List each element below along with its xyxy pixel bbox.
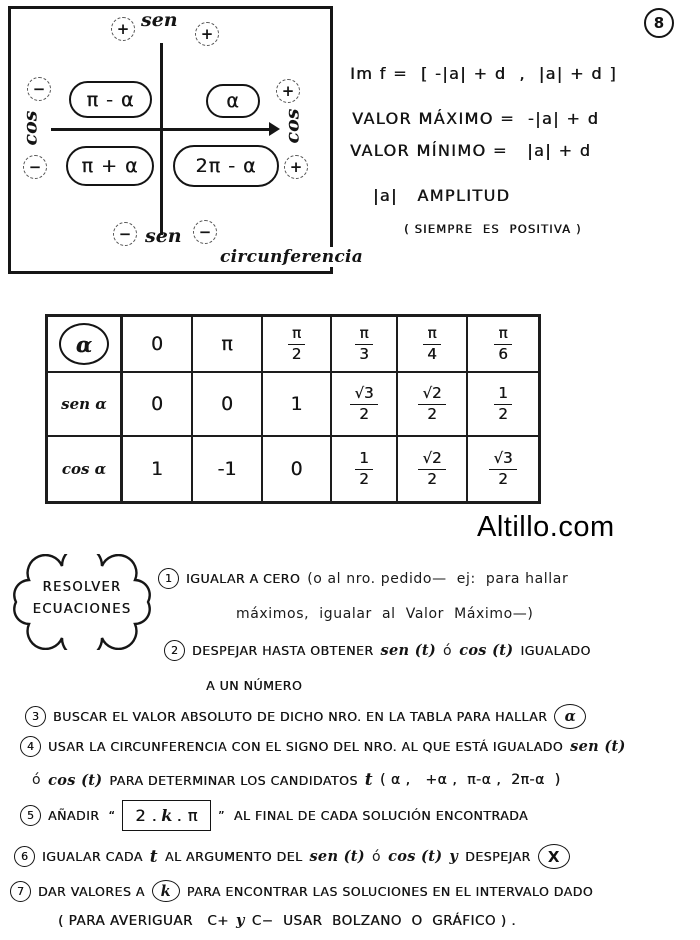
step-2-line-1: [164, 640, 591, 661]
sign-right-bottom: +: [284, 155, 308, 179]
step-6-t: t: [149, 846, 158, 867]
sign-bottom-left: −: [113, 222, 137, 246]
step-6-text: IGUALAR CADA: [42, 849, 143, 864]
step-1-text: IGUALAR A CERO: [186, 571, 301, 586]
step-3-line: [25, 704, 586, 729]
table-cell: 1: [123, 437, 193, 501]
sign-left-bottom: −: [23, 155, 47, 179]
step-5-text: AÑADIR “: [48, 808, 116, 823]
cloud-title-line1: RESOLVER: [42, 580, 122, 595]
table-header-cell: π: [193, 317, 263, 373]
axis-label-cos-left: cos: [19, 110, 42, 146]
step-4-number: 4: [20, 736, 41, 757]
sign-top-right: +: [195, 22, 219, 46]
table-row-label-cos: cos α: [48, 437, 123, 501]
step-7-text-4: C− USAR BOLZANO O GRÁFICO ) .: [251, 912, 517, 929]
table-cell: 0: [123, 373, 193, 437]
axis-label-sen-bottom: sen: [145, 225, 182, 247]
page-number-badge: [644, 8, 674, 38]
step-7-text: DAR VALORES A: [38, 883, 145, 899]
sign-top-left: +: [111, 17, 135, 41]
step-5-box-k: k: [161, 806, 173, 825]
axis-label-sen-top: sen: [141, 9, 178, 31]
quadrant-4-label: 2π - α: [173, 145, 279, 187]
step-4-candidates: ( α , +α , π-α , 2π-α ): [379, 772, 561, 788]
step-4-line-2: [32, 770, 561, 790]
step-6-cos: cos (t): [388, 848, 443, 865]
step-2-text-2: IGUALADO: [520, 643, 591, 658]
step-1-line-2: [236, 606, 533, 622]
table-cell: -1: [193, 437, 263, 501]
table-row-label-sen: sen α: [48, 373, 123, 437]
diagram-caption: circunferencia: [217, 247, 366, 267]
step-2-or: ó: [443, 642, 453, 659]
step-2-cos: cos (t): [459, 642, 514, 659]
step-4-sen: sen (t): [570, 738, 626, 755]
quadrant-1-label: α: [206, 84, 260, 118]
step-6-text-2: AL ARGUMENTO DEL: [164, 849, 303, 864]
step-1-text-note: (o al nro. pedido— ej: para hallar: [307, 570, 569, 587]
step-7-y: y: [236, 912, 245, 929]
step-7-text-3: ( PARA AVERIGUAR C+: [58, 912, 229, 929]
step-7-line-1: [10, 880, 593, 902]
quadrant-3-label: π + α: [66, 146, 154, 186]
formula-valor-maximo: VALOR MÁXIMO = -|a| + d: [352, 109, 600, 128]
step-6-y: y: [449, 848, 459, 865]
step-3-alpha-circled: α: [554, 704, 586, 729]
step-4-t: t: [364, 770, 373, 790]
step-6-or: ó: [371, 848, 382, 865]
step-1-number: 1: [158, 568, 179, 589]
step-4-line-1: [20, 736, 626, 757]
step-4-cos: cos (t): [48, 771, 103, 789]
trig-values-table: [45, 314, 541, 504]
axis-label-cos-right: cos: [281, 108, 304, 144]
step-2-text-3: A UN NÚMERO: [206, 678, 303, 693]
step-6-number: 6: [14, 846, 35, 867]
step-2-number: 2: [164, 640, 185, 661]
table-header-cell: $\frac{\pi}{2}$: [263, 317, 332, 373]
table-cell: $\frac{√2}{2}$: [398, 437, 468, 501]
formula-image-range: Im f = [ -|a| + d , |a| + d ]: [350, 64, 617, 83]
vertical-axis-line: [160, 43, 163, 235]
step-6-line: [14, 844, 570, 869]
table-header-alpha: [48, 317, 123, 373]
table-header-cell: $\frac{\pi}{4}$: [398, 317, 468, 373]
table-cell: 0: [193, 373, 263, 437]
step-5-box-pi: . π: [176, 806, 198, 825]
formula-amplitud-note: ( SIEMPRE ES POSITIVA ): [404, 222, 582, 236]
horizontal-axis-line: [51, 128, 273, 131]
table-cell: $\frac{√3}{2}$: [332, 373, 398, 437]
table-cell: 1: [263, 373, 332, 437]
table-cell: $\frac{1}{2}$: [468, 373, 538, 437]
step-2-line-2: [206, 678, 302, 693]
table-cell: $\frac{1}{2}$: [332, 437, 398, 501]
step-5-text-2: ” AL FINAL DE CADA SOLUCIÓN ENCONTRADA: [217, 808, 529, 823]
alpha-circled: α: [59, 323, 109, 365]
step-7-k-circled: k: [152, 880, 180, 902]
sign-left-top: −: [27, 77, 51, 101]
sign-bottom-right: −: [193, 220, 217, 244]
step-6-x-circled: X: [538, 844, 570, 869]
quadrant-2-label: π - α: [69, 81, 152, 118]
sign-right-top: +: [276, 79, 300, 103]
step-3-text: BUSCAR EL VALOR ABSOLUTO DE DICHO NRO. EN LA TABLA PARA HALLAR: [53, 709, 548, 724]
step-5-box-2: 2 .: [135, 806, 158, 825]
step-7-line-2: [58, 912, 516, 929]
table-header-cell: 0: [123, 317, 193, 373]
table-header-cell: $\frac{\pi}{6}$: [468, 317, 538, 373]
step-6-text-3: DESPEJAR: [465, 849, 531, 864]
step-3-number: 3: [25, 706, 46, 727]
step-7-number: 7: [10, 881, 31, 902]
step-5-line: [20, 800, 528, 831]
axis-arrow-icon: [269, 122, 280, 136]
step-4-text: USAR LA CIRCUNFERENCIA CON EL SIGNO DEL NRO. AL QUE ESTÁ IGUALADO: [48, 739, 564, 754]
table-header-cell: $\frac{\pi}{3}$: [332, 317, 398, 373]
step-1-text-note-2: máximos, igualar al Valor Máximo—): [236, 606, 534, 622]
formula-valor-minimo: VALOR MÍNIMO = |a| + d: [350, 141, 592, 160]
watermark: Altillo.com: [477, 511, 615, 543]
step-6-sen: sen (t): [309, 848, 365, 865]
step-2-sen: sen (t): [380, 642, 437, 659]
formula-amplitud: |a| AMPLITUD: [373, 186, 511, 205]
table-cell: $\frac{√3}{2}$: [468, 437, 538, 501]
unit-circle-diagram: [8, 6, 364, 274]
step-5-number: 5: [20, 805, 41, 826]
step-1-line-1: [158, 568, 568, 589]
step-2-text: DESPEJAR HASTA OBTENER: [192, 643, 374, 658]
cloud-title-line2: ECUACIONES: [32, 602, 132, 617]
step-5-boxed-term: [122, 800, 211, 831]
step-4-text-2: PARA DETERMINAR LOS CANDIDATOS: [109, 772, 358, 788]
table-cell: 0: [263, 437, 332, 501]
step-4-or: ó: [32, 772, 42, 788]
step-7-text-2: PARA ENCONTRAR LAS SOLUCIONES EN EL INTERVALO DADO: [186, 883, 594, 899]
table-cell: $\frac{√2}{2}$: [398, 373, 468, 437]
page-number: 8: [653, 14, 665, 32]
